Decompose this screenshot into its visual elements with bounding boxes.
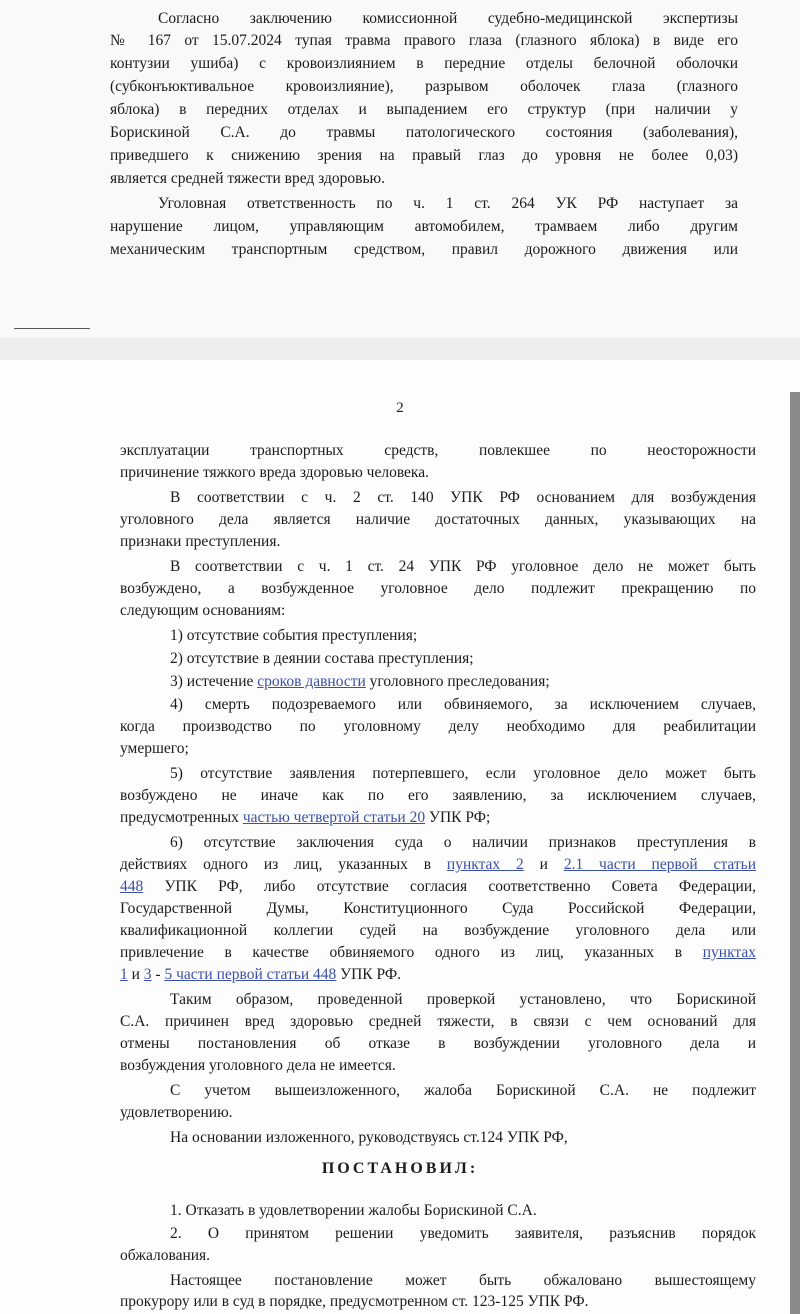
- list-item-text: уголовного преследования;: [365, 673, 550, 690]
- text-line: Таким образом, проведенной проверкой установлено, что Борискиной: [170, 991, 756, 1008]
- text-span: и: [127, 966, 144, 983]
- text-span: привлечение в качестве обвиняемого одного из лиц, указанных в: [120, 944, 703, 961]
- text-line: яблока) в передних отделах и выпадением его структур (при наличии у: [110, 101, 738, 118]
- text-line: умершего;: [120, 740, 189, 757]
- law-link[interactable]: 448: [120, 878, 144, 895]
- text-line: [120, 876, 756, 898]
- scrollbar[interactable]: [790, 392, 800, 1314]
- footer-rule: [14, 328, 90, 329]
- law-link[interactable]: частью четвертой статьи 20: [242, 809, 426, 826]
- list-item: 2. О принятом решении уведомить заявителя, разъяснив порядок: [170, 1225, 756, 1242]
- text-line: возбуждено, а возбужденное уголовное дело подлежит прекращению по: [120, 580, 756, 597]
- page-separator: [0, 338, 800, 360]
- text-span: УПК РФ;: [425, 809, 491, 826]
- text-line: нарушение лицом, управляющим автомобилем, трамваем либо другим: [110, 218, 738, 235]
- law-link[interactable]: 2.1 части первой статьи: [563, 856, 757, 873]
- text-line: приведшего к снижению зрения на правый глаз до уровня не более 0,03): [110, 147, 738, 164]
- text-span: действиях одного из лиц, указанных в: [120, 856, 447, 873]
- list-item: 1. Отказать в удовлетворении жалобы Борискиной С.А.: [170, 1202, 537, 1219]
- text-line: когда производство по уголовному делу необходимо для реабилитации: [120, 718, 756, 735]
- text-span: УПК РФ, либо отсутствие согласия соответственно Совета Федерации,: [143, 878, 756, 895]
- text-span: -: [151, 966, 165, 983]
- text-span: УПК РФ.: [336, 966, 401, 983]
- law-link[interactable]: 1: [120, 966, 128, 983]
- text-line: механическим транспортным средством, правил дорожного движения или: [110, 241, 738, 258]
- list-item: 6) отсутствие заключения суда о наличии признаков преступления в: [170, 834, 756, 851]
- decision-title: ПОСТАНОВИЛ:: [321, 1160, 479, 1177]
- text-line: причинение тяжкого вреда здоровью человека.: [120, 464, 429, 481]
- text-line: В соответствии с ч. 2 ст. 140 УПК РФ основанием для возбуждения: [170, 489, 756, 506]
- text-span: предусмотренных: [120, 809, 243, 826]
- text-line: признаки преступления.: [120, 533, 281, 550]
- text-line: обжалования.: [120, 1247, 211, 1264]
- law-link[interactable]: 3: [143, 966, 152, 983]
- text-line: прокурору или в суд в порядке, предусмотренном ст. 123-125 УПК РФ.: [120, 1293, 589, 1310]
- text-line: Согласно заключению комиссионной судебно-медицинской экспертизы: [158, 10, 738, 27]
- text-line: квалификационной коллегии судей на возбуждение уголовного дела или: [120, 922, 756, 939]
- text-line: [120, 942, 756, 964]
- text-line: № 167 от 15.07.2024 тупая травма правого глаза (глазного яблока) в виде его: [110, 32, 738, 49]
- list-item: 2) отсутствие в деянии состава преступления;: [170, 650, 474, 667]
- list-item: 5) отсутствие заявления потерпевшего, если уголовное дело может быть: [170, 765, 756, 782]
- text-line: удовлетворению.: [120, 1104, 233, 1121]
- text-line: [120, 854, 756, 876]
- text-line: уголовного дела является наличие достаточных данных, указывающих на: [120, 511, 756, 528]
- text-line: следующим основаниям:: [120, 602, 286, 619]
- text-line: эксплуатации транспортных средств, повлекшее по неосторожности: [120, 442, 756, 459]
- text-line: Государственной Думы, Конституционного Суда Российской Федерации,: [120, 900, 756, 917]
- text-line: С учетом вышеизложенного, жалоба Борискиной С.А. не подлежит: [170, 1082, 756, 1099]
- list-item: 1) отсутствие события преступления;: [170, 627, 418, 644]
- text-line: [120, 807, 756, 829]
- text-line: является средней тяжести вред здоровью.: [110, 170, 385, 187]
- text-line: Борискиной С.А. до травмы патологического состояния (заболевания),: [110, 124, 738, 141]
- text-line: На основании изложенного, руководствуясь ст.124 УПК РФ,: [170, 1129, 568, 1146]
- law-link[interactable]: пунктах: [702, 944, 756, 961]
- text-line: возбуждено не иначе как по его заявлению, за исключением случаев,: [120, 787, 756, 804]
- text-line: Уголовная ответственность по ч. 1 ст. 264 УК РФ наступает за: [158, 195, 738, 212]
- text-line: отмены постановления об отказе в возбуждении уголовного дела и: [120, 1035, 756, 1052]
- law-link[interactable]: 5 части первой статьи 448: [164, 966, 337, 983]
- text-line: контузии ушиба) с кровоизлиянием в передние отделы белочной оболочки: [110, 55, 738, 72]
- text-span: и: [523, 856, 564, 873]
- text-line: [120, 964, 756, 986]
- law-link[interactable]: сроков давности: [257, 673, 366, 690]
- document-page-1: [0, 0, 800, 338]
- page-number: 2: [396, 400, 404, 416]
- text-line: возбуждения уголовного дела не имеется.: [120, 1057, 396, 1074]
- law-link[interactable]: пунктах 2: [446, 856, 524, 873]
- list-item: 4) смерть подозреваемого или обвиняемого, за исключением случаев,: [170, 696, 756, 713]
- text-line: С.А. причинен вред здоровью средней тяжести, в связи с чем оснований для: [120, 1013, 756, 1030]
- text-line: В соответствии с ч. 1 ст. 24 УПК РФ уголовное дело не может быть: [170, 558, 756, 575]
- list-item: [170, 671, 756, 693]
- text-line: Настоящее постановление может быть обжаловано вышестоящему: [170, 1272, 756, 1289]
- text-line: (субконъюктивальное кровоизлияние), разрывом оболочек глаза (глазного: [110, 78, 738, 95]
- list-item-text: 3) истечение: [170, 673, 258, 690]
